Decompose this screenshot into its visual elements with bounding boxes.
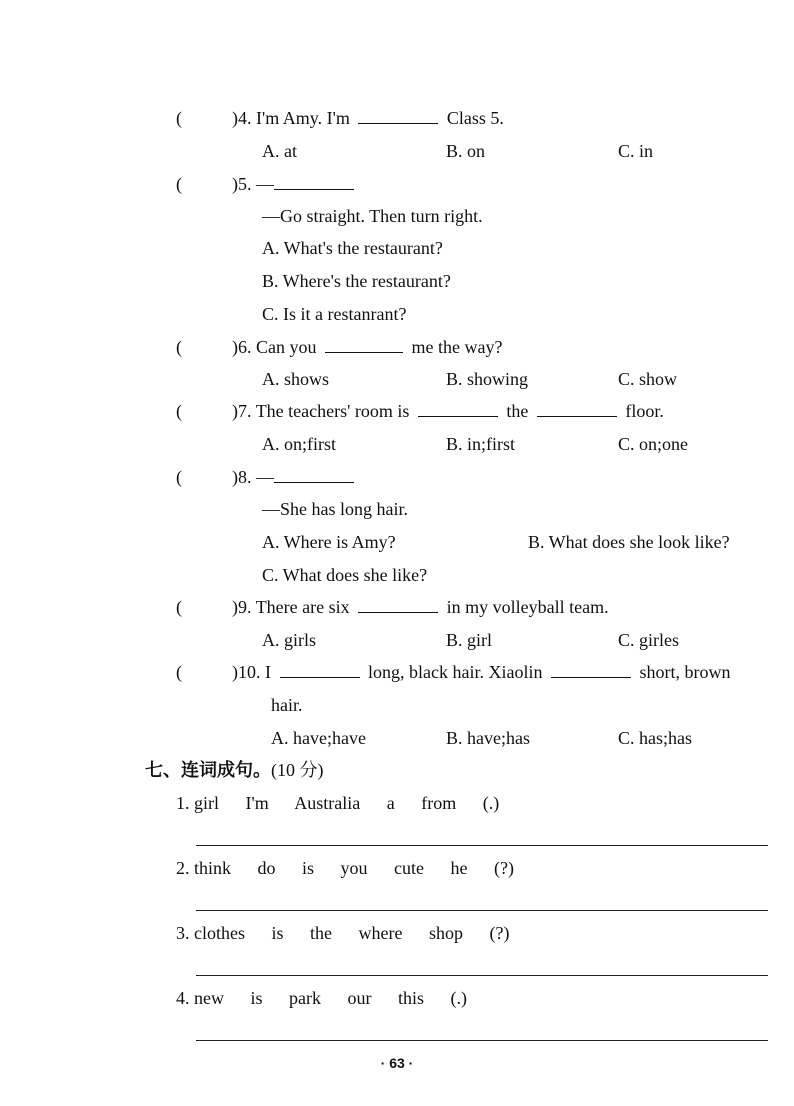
- item-number: 4.: [176, 988, 190, 1008]
- fill-blank: [551, 661, 631, 678]
- answer-line-1: [196, 845, 768, 846]
- answer-paren-q9: (: [176, 597, 182, 617]
- option-c: C. on;one: [618, 434, 688, 454]
- answer-paren-q7: (: [176, 401, 182, 421]
- question-9-stem: [232, 596, 609, 618]
- fill-blank: [358, 107, 438, 124]
- stem-text: Class 5.: [446, 108, 504, 128]
- stem-text: The teachers' room is: [255, 401, 410, 421]
- punctuation-hint: (.): [482, 793, 500, 813]
- word: he: [450, 858, 468, 878]
- reorder-item-1: [176, 792, 499, 814]
- question-number: )6.: [232, 337, 252, 357]
- dash: —: [256, 174, 274, 194]
- section-title: 七、连词成句。: [145, 760, 271, 781]
- word: is: [302, 858, 315, 878]
- question-number: )4.: [232, 108, 252, 128]
- stem-text: the: [506, 401, 529, 421]
- option-c: C. girles: [618, 630, 679, 650]
- option-b: B. girl: [446, 630, 493, 650]
- word: do: [257, 858, 276, 878]
- stem-text: There are six: [255, 597, 350, 617]
- stem-text: I'm Amy. I'm: [256, 108, 350, 128]
- question-8-reply: —She has long hair.: [262, 499, 408, 519]
- option-c: C. show: [618, 369, 678, 389]
- option-b: B. on: [446, 141, 486, 161]
- question-5-stem: [232, 173, 354, 195]
- punctuation-hint: (?): [489, 923, 510, 943]
- answer-line-4: [196, 1040, 768, 1041]
- reorder-item-2: [176, 857, 514, 879]
- item-number: 2.: [176, 858, 190, 878]
- word: Australia: [294, 793, 361, 813]
- option-c: C. has;has: [618, 728, 692, 748]
- word: you: [340, 858, 368, 878]
- stem-text: Can you: [256, 337, 317, 357]
- reorder-item-4: [176, 987, 467, 1009]
- option-b: B. Where's the restaurant?: [262, 271, 451, 291]
- word: is: [271, 923, 284, 943]
- word: where: [358, 923, 403, 943]
- word: new: [194, 988, 224, 1008]
- question-number: )5.: [232, 174, 252, 194]
- stem-text: in my volleyball team.: [446, 597, 609, 617]
- fill-blank: [325, 336, 403, 353]
- word: girl: [194, 793, 219, 813]
- question-number: )10.: [232, 662, 261, 682]
- question-8-stem: [232, 466, 354, 488]
- stem-text: I: [265, 662, 271, 682]
- option-a: A. on;first: [262, 434, 336, 454]
- option-c: C. What does she like?: [262, 565, 428, 585]
- answer-paren-q4: (: [176, 108, 182, 128]
- question-7-stem: [232, 400, 664, 422]
- fill-blank: [358, 596, 438, 613]
- section-7-heading: [145, 759, 324, 782]
- fill-blank: [418, 400, 498, 417]
- item-number: 3.: [176, 923, 190, 943]
- stem-text: long, black hair. Xiaolin: [368, 662, 543, 682]
- option-a: A. have;have: [271, 728, 366, 748]
- option-c: C. in: [618, 141, 654, 161]
- word: a: [386, 793, 395, 813]
- option-a: A. girls: [262, 630, 316, 650]
- question-number: )8.: [232, 467, 252, 487]
- fill-blank: [280, 661, 360, 678]
- word: park: [289, 988, 321, 1008]
- reorder-item-3: [176, 922, 510, 944]
- stem-text: floor.: [625, 401, 664, 421]
- option-c: C. Is it a restanrant?: [262, 304, 407, 324]
- question-6-stem: [232, 336, 502, 358]
- dash: —: [256, 467, 274, 487]
- answer-paren-q6: (: [176, 337, 182, 357]
- answer-paren-q10: (: [176, 662, 182, 682]
- answer-paren-q8: (: [176, 467, 182, 487]
- option-b: B. have;has: [446, 728, 530, 748]
- answer-paren-q5: (: [176, 174, 182, 194]
- punctuation-hint: (?): [494, 858, 514, 878]
- option-a: A. What's the restaurant?: [262, 238, 443, 258]
- stem-text: short, brown: [639, 662, 731, 682]
- option-b: B. in;first: [446, 434, 516, 454]
- question-number: )7.: [232, 401, 252, 421]
- word: is: [250, 988, 263, 1008]
- option-a: A. at: [262, 141, 297, 161]
- word: clothes: [194, 923, 245, 943]
- question-5-reply: —Go straight. Then turn right.: [262, 206, 483, 226]
- word: think: [194, 858, 232, 878]
- option-b: B. What does she look like?: [528, 532, 730, 552]
- question-10-stem-continued: hair.: [271, 695, 303, 715]
- option-a: A. Where is Amy?: [262, 532, 396, 552]
- page-number: · 63 ·: [380, 1055, 414, 1071]
- word: from: [421, 793, 457, 813]
- question-4-stem: [232, 107, 504, 129]
- punctuation-hint: (.): [450, 988, 468, 1008]
- question-number: )9.: [232, 597, 252, 617]
- word: our: [347, 988, 372, 1008]
- word: I'm: [245, 793, 269, 813]
- fill-blank: [274, 466, 354, 483]
- word: this: [398, 988, 425, 1008]
- item-number: 1.: [176, 793, 190, 813]
- answer-line-3: [196, 975, 768, 976]
- section-score: (10 分): [271, 760, 324, 780]
- option-b: B. showing: [446, 369, 529, 389]
- fill-blank: [274, 173, 354, 190]
- word: the: [310, 923, 333, 943]
- answer-line-2: [196, 910, 768, 911]
- question-10-stem: [232, 661, 730, 683]
- word: shop: [429, 923, 464, 943]
- fill-blank: [537, 400, 617, 417]
- word: cute: [394, 858, 425, 878]
- option-a: A. shows: [262, 369, 330, 389]
- stem-text: me the way?: [411, 337, 503, 357]
